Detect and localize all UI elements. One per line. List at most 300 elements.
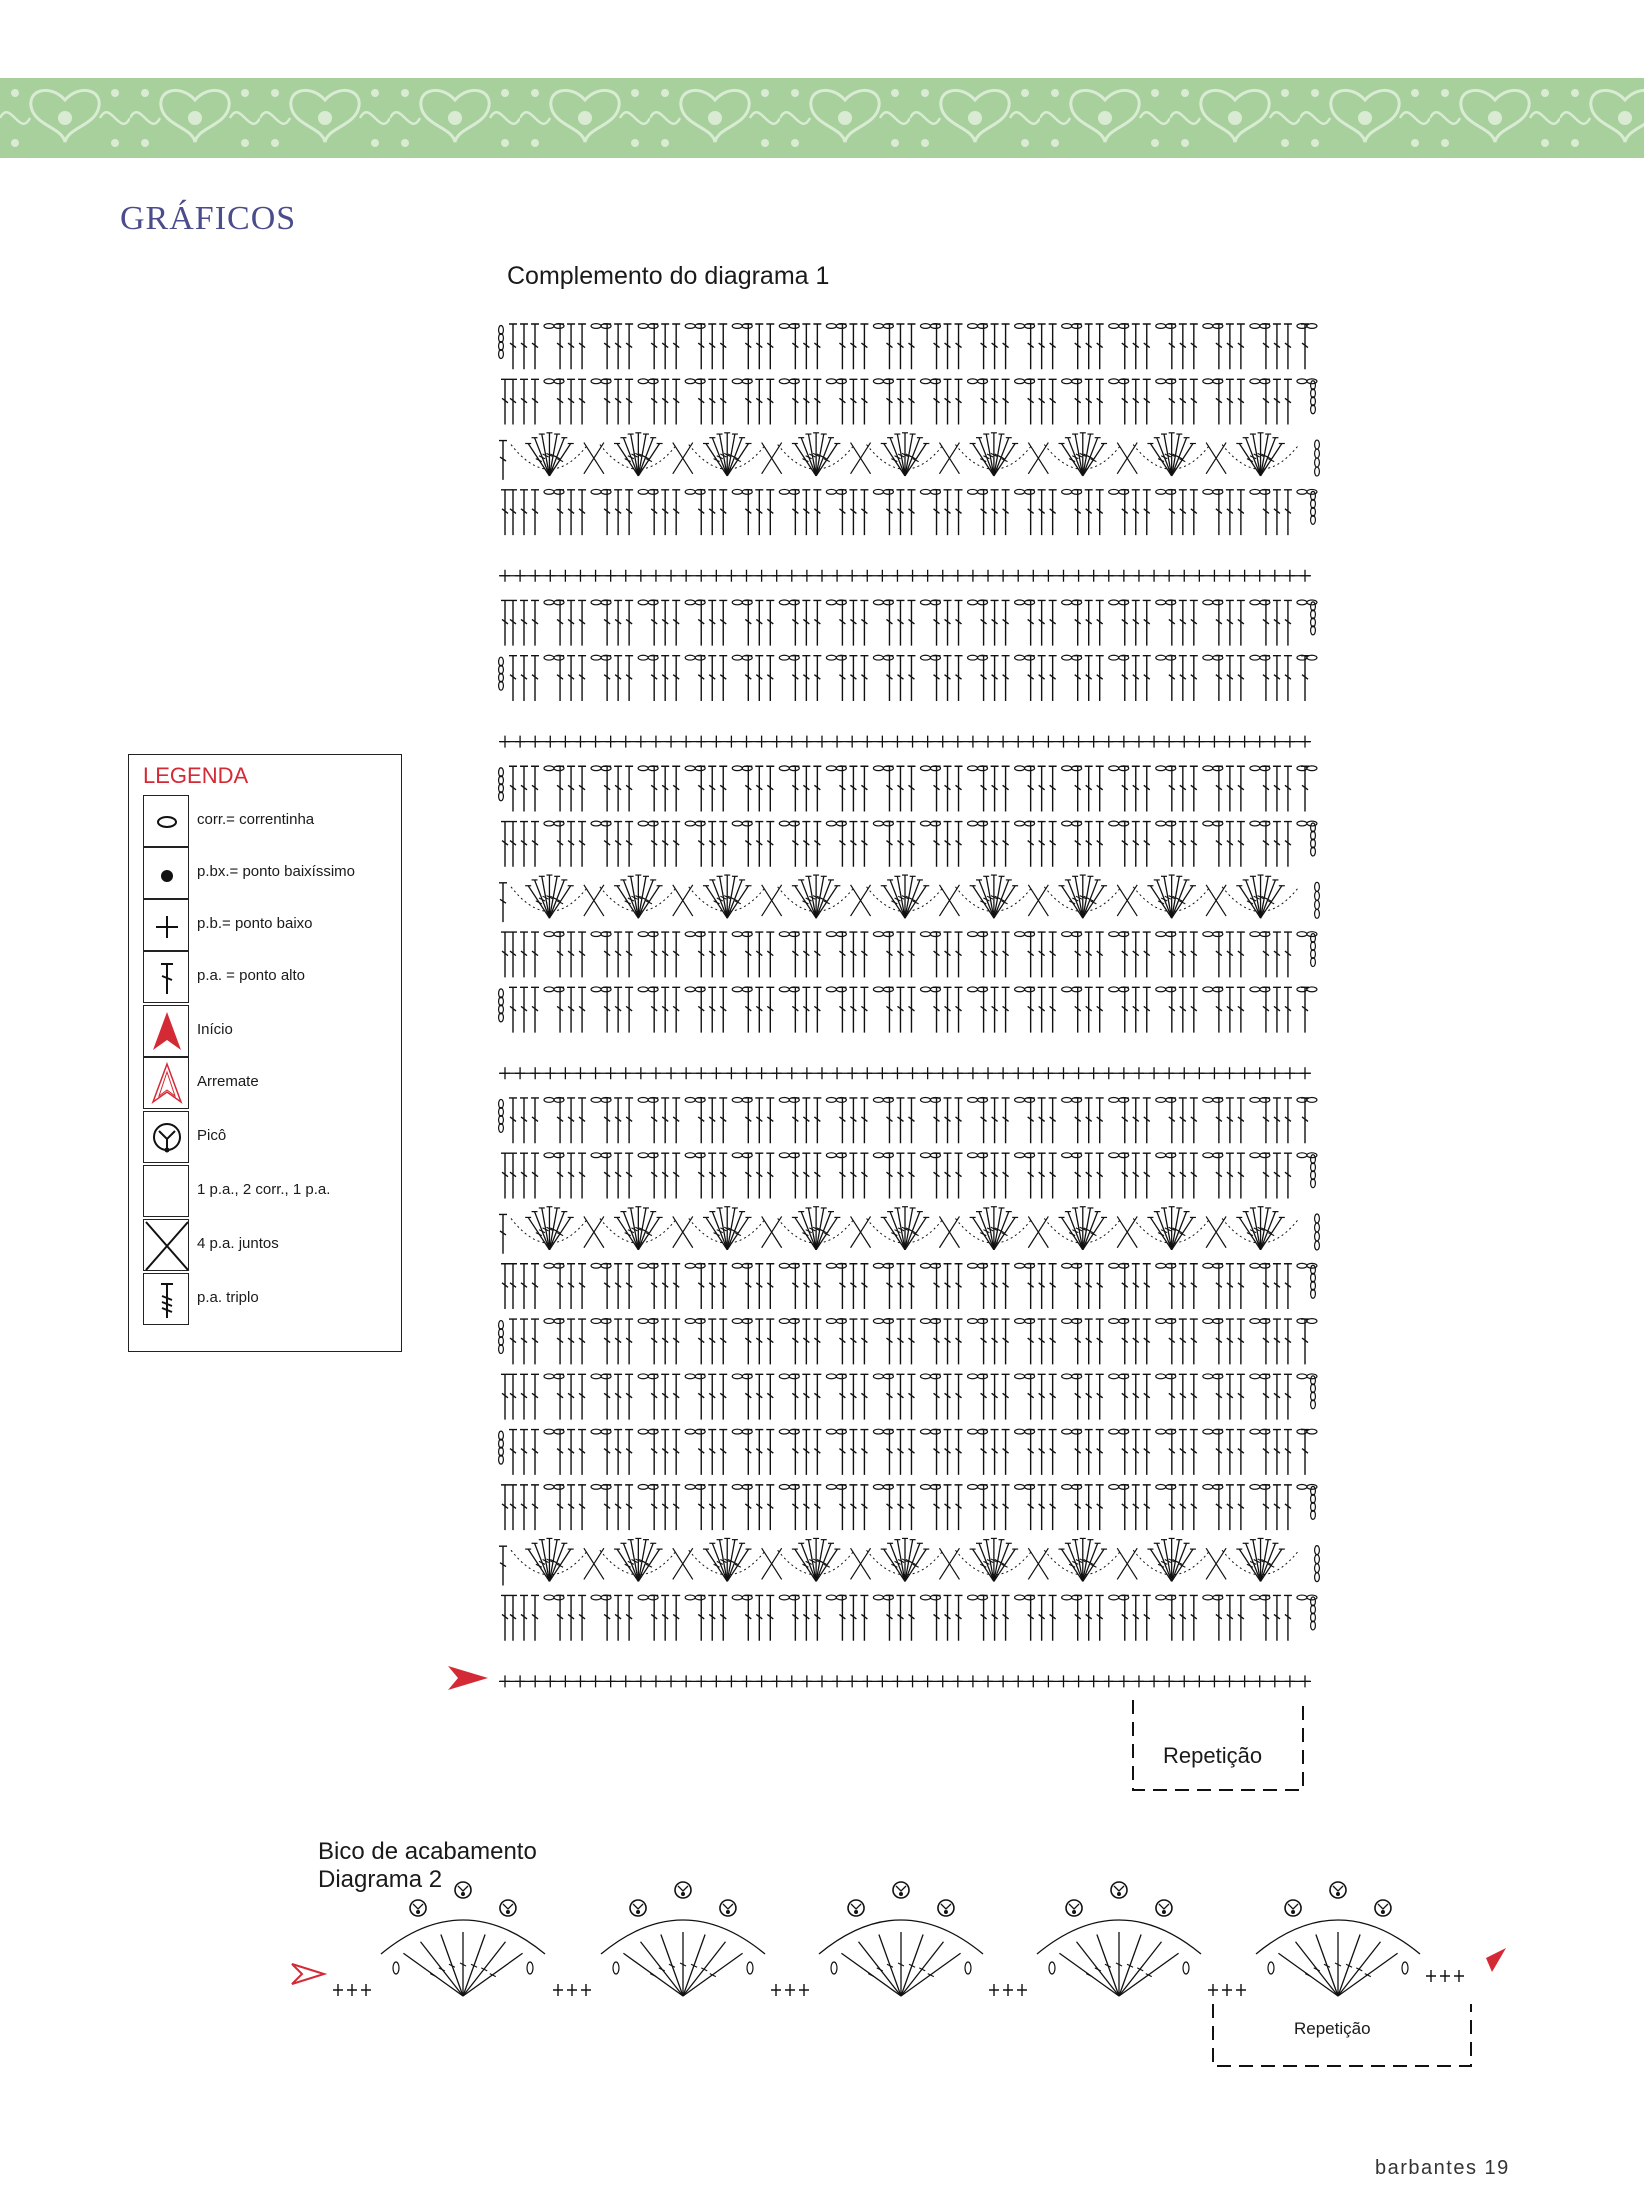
stitch-path xyxy=(614,766,622,811)
stitch-path xyxy=(1121,656,1129,701)
stitch-path xyxy=(1085,600,1093,645)
stitch-path xyxy=(766,766,774,811)
stitch-path xyxy=(1049,822,1057,867)
stitch-path xyxy=(1237,1485,1245,1530)
stitch-path xyxy=(1273,766,1281,811)
stitch-double-crochet xyxy=(944,1485,952,1530)
stitch-double-crochet xyxy=(708,1374,716,1419)
picot-icon xyxy=(893,1882,909,1898)
stitch-double-crochet xyxy=(567,1264,575,1309)
stitch-path xyxy=(980,1595,988,1640)
stitch-chain xyxy=(747,1962,753,1974)
stitch-double-crochet xyxy=(1262,822,1270,867)
stitch-double-crochet xyxy=(1027,1264,1035,1309)
stitch-double-crochet xyxy=(838,822,846,867)
stitch-path xyxy=(578,766,586,811)
stitch-chain xyxy=(1156,1429,1166,1434)
stitch-single-crochet xyxy=(500,736,510,748)
stitch-path xyxy=(1038,1153,1046,1198)
stitch-single-crochet xyxy=(500,1675,510,1687)
stitch-path xyxy=(896,822,904,867)
stitch-path xyxy=(907,324,915,369)
stitch-chain xyxy=(1156,489,1166,494)
stitch-chain xyxy=(920,1595,930,1600)
stitch-double-crochet xyxy=(509,1319,517,1364)
end-arrow-outline-icon xyxy=(144,1058,190,1110)
picot-inner xyxy=(851,1904,861,1909)
fan-stitch-bar xyxy=(1324,1964,1330,1967)
stitch-double-crochet xyxy=(907,1264,915,1309)
stitch-path xyxy=(1273,1430,1281,1475)
stitch-single-crochet xyxy=(681,1675,691,1687)
stitch-chain xyxy=(638,1374,648,1379)
stitch-path xyxy=(755,987,763,1032)
stitch-path xyxy=(697,490,705,535)
stitch-path xyxy=(1237,490,1245,535)
stitch-path xyxy=(1074,822,1082,867)
stitch-chain xyxy=(1062,379,1072,384)
stitch-single-crochet xyxy=(1240,1675,1250,1687)
stitch-double-crochet xyxy=(1226,1595,1234,1640)
stitch-path xyxy=(791,1430,799,1475)
legend-item xyxy=(143,1273,395,1325)
stitch-double-crochet xyxy=(1179,1374,1187,1419)
shell-fan xyxy=(1133,875,1226,918)
stitch-chain xyxy=(968,821,978,826)
stitch-double-crochet xyxy=(980,1319,988,1364)
stitch-path xyxy=(955,1319,963,1364)
stitch-double-crochet xyxy=(708,1430,716,1475)
stitch-path xyxy=(933,656,941,701)
stitch-double-crochet xyxy=(933,1264,941,1309)
stitch-path xyxy=(708,1430,716,1475)
stitch-path xyxy=(791,379,799,424)
stitch-double-crochet xyxy=(1262,656,1270,701)
stitch-double-crochet xyxy=(1132,1430,1140,1475)
stitch-path xyxy=(1237,379,1245,424)
stitch-path xyxy=(1085,1264,1093,1309)
stitch-path xyxy=(885,766,893,811)
stitch-chain xyxy=(826,1374,836,1379)
stitch-path xyxy=(697,600,705,645)
stitch-path xyxy=(766,987,774,1032)
stitch-double-crochet xyxy=(1038,600,1046,645)
stitch-path xyxy=(1190,1374,1198,1419)
stitch-double-crochet xyxy=(1085,1264,1093,1309)
stitch-double-crochet xyxy=(501,1264,509,1309)
stitch-path xyxy=(672,1595,680,1640)
stitch-double-crochet xyxy=(697,1319,705,1364)
stitch-chain xyxy=(1315,900,1320,909)
stitch-single-crochet xyxy=(651,736,661,748)
stitch-double-crochet xyxy=(991,1430,999,1475)
stitch-double-crochet xyxy=(1132,490,1140,535)
stitch-path xyxy=(708,1374,716,1419)
fan-stitch-bar xyxy=(701,1968,707,1971)
stitch-double-crochet xyxy=(813,1264,821,1309)
stitch-double-crochet xyxy=(1179,379,1187,424)
stitch-double-crochet xyxy=(614,766,622,811)
stitch-path xyxy=(744,379,752,424)
picot-dot xyxy=(1291,1910,1295,1914)
stitch-double-crochet xyxy=(661,656,669,701)
stitch-path xyxy=(1038,1374,1046,1419)
stitch-double-crochet xyxy=(567,1374,575,1419)
stitch-chain xyxy=(1015,1595,1025,1600)
stitch-double-crochet xyxy=(1143,1595,1151,1640)
stitch-double-crochet xyxy=(1027,656,1035,701)
stitch-chain xyxy=(685,379,695,384)
stitch-path xyxy=(885,490,893,535)
stitch-path xyxy=(578,1319,586,1364)
fan-stitch xyxy=(641,1942,683,1996)
fan-stitch-bar xyxy=(1346,1964,1352,1967)
stitch-path xyxy=(802,324,810,369)
stitch-double-crochet xyxy=(531,600,539,645)
stitch-path xyxy=(860,1374,868,1419)
stitch-double-crochet xyxy=(755,1264,763,1309)
stitch-double-crochet xyxy=(1096,1485,1104,1530)
stitch-path xyxy=(1074,932,1082,977)
stitch-double-crochet xyxy=(944,822,952,867)
stitch-double-crochet xyxy=(520,932,528,977)
stitch-chain xyxy=(1156,987,1166,992)
stitch-double-crochet xyxy=(838,600,846,645)
stitch-double-crochet xyxy=(860,987,868,1032)
stitch-single-crochet xyxy=(1194,1067,1204,1079)
stitch-double-crochet xyxy=(1190,766,1198,811)
stitch-path xyxy=(1038,379,1046,424)
stitch-double-crochet xyxy=(991,987,999,1032)
stitch-path xyxy=(1226,1153,1234,1198)
stitch-double-crochet xyxy=(603,1319,611,1364)
stitch-single-crochet xyxy=(696,1067,706,1079)
stitch-single-crochet xyxy=(1225,570,1235,582)
stitch-path xyxy=(1002,1485,1010,1530)
stitch-path xyxy=(661,1264,669,1309)
stitch-single-crochet xyxy=(1104,736,1114,748)
stitch-double-crochet xyxy=(1215,1485,1223,1530)
stitch-chain xyxy=(779,1153,789,1158)
stitch-path xyxy=(708,324,716,369)
stitch-chain xyxy=(544,1098,554,1103)
stitch-double-crochet xyxy=(1226,324,1234,369)
stitch-path xyxy=(509,932,517,977)
stitch-chain xyxy=(544,655,554,660)
stitch-double-crochet xyxy=(1085,932,1093,977)
stitch-double-crochet xyxy=(1002,600,1010,645)
stitch-double-crochet xyxy=(520,987,528,1032)
stitch-chain xyxy=(1109,766,1119,771)
stitch-double-crochet xyxy=(509,379,517,424)
stitch-single-crochet xyxy=(1270,1675,1280,1687)
stitch-path xyxy=(650,766,658,811)
stitch-chain xyxy=(1015,1374,1025,1379)
stitch-path xyxy=(1038,1098,1046,1143)
stitch-path xyxy=(614,1098,622,1143)
stitch-path xyxy=(509,1264,517,1309)
stitch-double-crochet xyxy=(896,490,904,535)
stitch-double-crochet xyxy=(556,822,564,867)
shell-fan xyxy=(1222,1207,1299,1250)
stitch-path xyxy=(625,379,633,424)
stitch-path xyxy=(708,1595,716,1640)
legend-item xyxy=(143,795,395,847)
stitch-path xyxy=(614,600,622,645)
stitch-chain xyxy=(1062,1098,1072,1103)
stitch-path xyxy=(614,1595,622,1640)
stitch-double-crochet xyxy=(1074,766,1082,811)
stitch-double-crochet xyxy=(1121,324,1129,369)
picot-icon xyxy=(675,1882,691,1898)
stitch-chain xyxy=(1203,489,1213,494)
diagram1-repeat-label: Repetição xyxy=(1163,1743,1263,1768)
stitch-single-crochet xyxy=(908,570,918,582)
stitch-chain xyxy=(1250,324,1260,329)
stitch-double-crochet xyxy=(1143,766,1151,811)
stitch-path xyxy=(755,822,763,867)
stitch-path xyxy=(1049,324,1057,369)
stitch-path xyxy=(1301,987,1309,1032)
stitch-single-crochet xyxy=(802,570,812,582)
shell-fan xyxy=(1133,1538,1226,1581)
stitch-double-crochet xyxy=(1262,600,1270,645)
stitch-double-crochet xyxy=(1038,656,1046,701)
stitch-path xyxy=(860,1595,868,1640)
crossed-square-icon xyxy=(144,1220,190,1272)
stitch-double-crochet xyxy=(708,1485,716,1530)
stitch-double-crochet xyxy=(838,1153,846,1198)
stitch-path xyxy=(672,987,680,1032)
stitch-double-crochet xyxy=(1179,490,1187,535)
stitch-double-crochet xyxy=(1273,766,1281,811)
stitch-chain xyxy=(1203,1484,1213,1489)
stitch-single-crochet xyxy=(862,1067,872,1079)
stitch-double-crochet xyxy=(991,379,999,424)
stitch-double-crochet xyxy=(991,932,999,977)
stitch-path xyxy=(1215,490,1223,535)
stitch-path xyxy=(614,822,622,867)
stitch-single-crochet xyxy=(1089,570,1099,582)
stitch-double-crochet xyxy=(885,1319,893,1364)
stitch-path xyxy=(1179,1153,1187,1198)
stitch-path xyxy=(944,600,952,645)
stitch-double-crochet xyxy=(1168,987,1176,1032)
stitch-double-crochet xyxy=(838,766,846,811)
stitch-path xyxy=(955,932,963,977)
stitch-double-crochet xyxy=(1085,600,1093,645)
stitch-path xyxy=(1168,987,1176,1032)
stitch-single-crochet xyxy=(1255,570,1265,582)
stitch-double-crochet xyxy=(980,379,988,424)
stitch-double-crochet xyxy=(625,1485,633,1530)
stitch-single-crochet xyxy=(1134,1675,1144,1687)
stitch-single-crochet xyxy=(726,1067,736,1079)
stitch-chain xyxy=(591,655,601,660)
shell-fan xyxy=(867,1207,960,1250)
stitch-path xyxy=(520,1319,528,1364)
stitch-path xyxy=(556,1264,564,1309)
stitch-double-crochet xyxy=(650,822,658,867)
fan-arc xyxy=(601,1920,765,1954)
stitch-path xyxy=(661,766,669,811)
stitch-path xyxy=(708,1153,716,1198)
stitch-single-crochet xyxy=(606,570,616,582)
stitch-chain xyxy=(1015,324,1025,329)
stitch-single-crochet xyxy=(621,1675,631,1687)
fan-stitch xyxy=(683,1934,705,1996)
stitch-path xyxy=(661,822,669,867)
stitch-path xyxy=(813,1595,821,1640)
stitch-double-crochet xyxy=(520,1374,528,1419)
stitch-single-crochet xyxy=(530,1067,540,1079)
stitch-double-crochet xyxy=(661,932,669,977)
shell-fan xyxy=(600,433,693,476)
stitch-path xyxy=(531,324,539,369)
stitch-path xyxy=(650,1430,658,1475)
stitch-path xyxy=(980,1485,988,1530)
stitch-chain xyxy=(1203,1098,1213,1103)
stitch-single-crochet xyxy=(1149,736,1159,748)
stitch-path xyxy=(509,766,517,811)
stitch-path xyxy=(520,600,528,645)
stitch-double-crochet xyxy=(603,1485,611,1530)
stitch-path xyxy=(578,1153,586,1198)
stitch-single-crochet xyxy=(817,1067,827,1079)
stitch-chain xyxy=(544,987,554,992)
stitch-path xyxy=(531,932,539,977)
stitch-double-crochet xyxy=(1132,600,1140,645)
stitch-double-crochet xyxy=(1096,1374,1104,1419)
stitch-single-crochet xyxy=(802,1675,812,1687)
stitch-single-crochet xyxy=(1179,1067,1189,1079)
stitch-double-crochet xyxy=(885,600,893,645)
stitch-path xyxy=(509,656,517,701)
stitch-double-crochet xyxy=(744,1595,752,1640)
stitch-path xyxy=(556,1595,564,1640)
stitch-path xyxy=(896,656,904,701)
scallop xyxy=(771,1882,983,1996)
stitch-single-crochet xyxy=(636,1067,646,1079)
stitch-double-crochet xyxy=(531,1264,539,1309)
stitch-path xyxy=(531,1374,539,1419)
stitch-chain xyxy=(544,1429,554,1434)
stitch-path xyxy=(896,1319,904,1364)
stitch-path xyxy=(1038,324,1046,369)
stitch-path xyxy=(1143,1485,1151,1530)
stitch-double-crochet xyxy=(661,324,669,369)
stitch-double-crochet xyxy=(991,766,999,811)
stitch-double-crochet xyxy=(1262,932,1270,977)
stitch-double-crochet xyxy=(578,324,586,369)
stitch-single-crochet xyxy=(1255,736,1265,748)
stitch-double-crochet xyxy=(802,379,810,424)
stitch-double-crochet xyxy=(1143,987,1151,1032)
stitch-path xyxy=(603,987,611,1032)
stitch-chain xyxy=(544,766,554,771)
stitch-double-crochet xyxy=(614,1264,622,1309)
shell-fan xyxy=(600,1207,693,1250)
stitch-double-crochet xyxy=(672,766,680,811)
stitch-double-crochet xyxy=(661,1595,669,1640)
stitch-path xyxy=(531,656,539,701)
stitch-path xyxy=(1190,656,1198,701)
stitch-chain xyxy=(1015,1319,1025,1324)
stitch-path xyxy=(1132,656,1140,701)
stitch-double-crochet xyxy=(1085,1430,1093,1475)
stitch-path xyxy=(661,1319,669,1364)
stitch-double-crochet xyxy=(1237,379,1245,424)
stitch-double-crochet xyxy=(567,490,575,535)
stitch-double-crochet xyxy=(860,600,868,645)
stitch-double-crochet xyxy=(896,932,904,977)
stitch-double-crochet xyxy=(944,324,952,369)
stitch-path xyxy=(625,1098,633,1143)
stitch-single-crochet xyxy=(500,1067,510,1079)
stitch-path xyxy=(661,600,669,645)
stitch-path xyxy=(813,1153,821,1198)
stitch-single-crochet xyxy=(347,1984,357,1996)
stitch-double-crochet xyxy=(1215,1098,1223,1143)
stitch-double-crochet xyxy=(907,379,915,424)
stitch-chain xyxy=(920,1098,930,1103)
stitch-single-crochet xyxy=(545,1067,555,1079)
stitch-double-crochet xyxy=(697,600,705,645)
stitch-double-crochet xyxy=(907,766,915,811)
stitch-path xyxy=(1215,1153,1223,1198)
stitch-chain xyxy=(638,655,648,660)
stitch-path xyxy=(1284,1595,1292,1640)
stitch-double-crochet xyxy=(672,1595,680,1640)
stitch-double-crochet xyxy=(1262,766,1270,811)
stitch-single-crochet xyxy=(681,736,691,748)
stitch-single-crochet xyxy=(998,570,1008,582)
stitch-path xyxy=(697,656,705,701)
stitch-double-crochet xyxy=(944,1595,952,1640)
stitch-double-crochet xyxy=(802,1319,810,1364)
stitch-double-crochet xyxy=(1027,324,1035,369)
stitch-single-crochet xyxy=(892,570,902,582)
diagram1-row-pa xyxy=(501,1484,1317,1530)
stitch-path xyxy=(1074,1264,1082,1309)
stitch-path xyxy=(1179,490,1187,535)
stitch-path xyxy=(1273,600,1281,645)
stitch-double-crochet xyxy=(755,822,763,867)
stitch-double-crochet xyxy=(1284,766,1292,811)
picot-inner xyxy=(503,1904,513,1909)
stitch-chain xyxy=(873,379,883,384)
connector-cross xyxy=(673,443,693,474)
stitch-double-crochet xyxy=(896,1319,904,1364)
stitch-double-crochet xyxy=(614,656,622,701)
stitch-double-crochet xyxy=(509,600,517,645)
stitch-chain xyxy=(1315,1564,1320,1573)
picot-dot xyxy=(726,1910,730,1914)
stitch-chain xyxy=(685,1484,695,1489)
stitch-single-crochet xyxy=(621,1067,631,1079)
stitch-path xyxy=(1085,1153,1093,1198)
stitch-double-crochet xyxy=(755,766,763,811)
stitch-path xyxy=(791,324,799,369)
stitch-double-crochet xyxy=(672,324,680,369)
stitch-double-crochet xyxy=(1237,766,1245,811)
picot-inner xyxy=(1378,1904,1388,1909)
stitch-chain xyxy=(779,600,789,605)
stitch-path xyxy=(672,1430,680,1475)
stitch-double-crochet xyxy=(697,1430,705,1475)
stitch-double-crochet xyxy=(697,1264,705,1309)
stitch-single-crochet xyxy=(1134,736,1144,748)
